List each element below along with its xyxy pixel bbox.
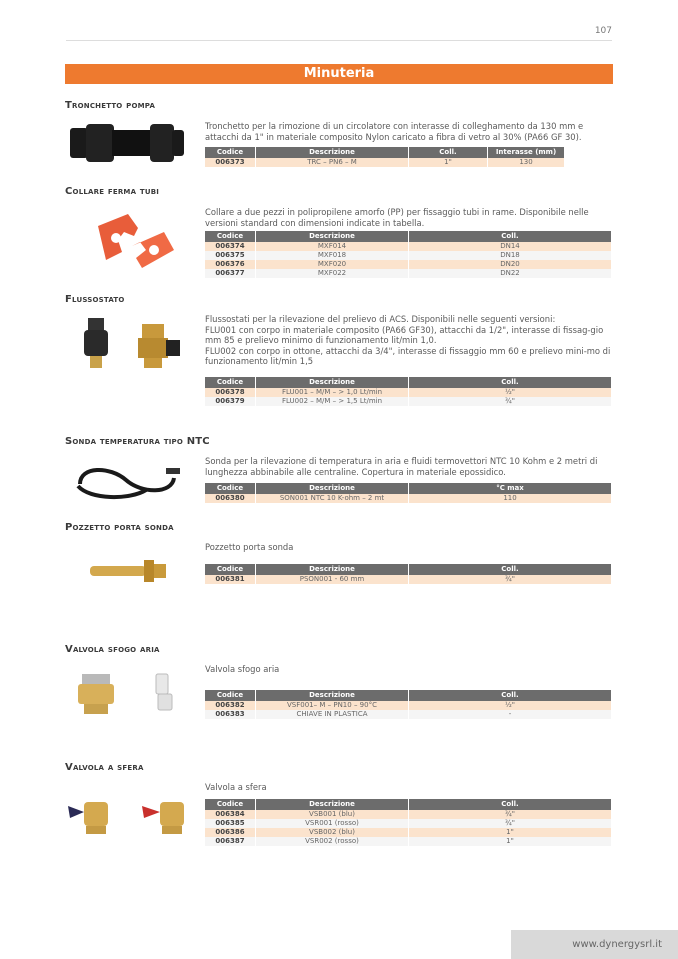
table-cell: VSR001 (rosso) [256,819,409,828]
sonda-table [205,483,611,503]
table-row [205,494,611,503]
table-header: Descrizione [256,799,409,810]
table-header: Codice [205,147,256,158]
table-row [205,828,611,837]
table-header: Descrizione [256,231,409,242]
table-header: Codice [205,564,256,575]
table-cell: 110 [409,494,612,503]
table-cell: TRC – PN6 – M [256,158,409,167]
flussostato-table [205,377,611,406]
table-header: Interasse (mm) [488,147,565,158]
table-cell: 006379 [205,397,256,406]
table-cell: VSB001 (blu) [256,810,409,819]
table-row [205,710,611,719]
table-cell: 006378 [205,388,256,397]
table-cell: - [409,710,612,719]
pozzetto-description: Pozzetto porta sonda [205,542,294,552]
table-cell: FLU001 – M/M – > 1,0 Lt/min [256,388,409,397]
table-cell: ¾" [409,397,612,406]
table-header-row [205,564,611,575]
table-header: Descrizione [256,564,409,575]
pozzetto-title: Pozzetto porta sonda [65,522,174,533]
table-cell: 006386 [205,828,256,837]
table-header: Coll. [409,799,612,810]
table-header: Descrizione [256,483,409,494]
table-row [205,158,564,167]
table-header: Coll. [409,690,612,701]
table-cell: MXF014 [256,242,409,251]
table-row [205,251,611,260]
pozzetto-table [205,564,611,584]
tronchetto-description: Tronchetto per la rimozione di un circolatore con interasse di colleghamento da 130 mm e attacchi da 1" in materiale composito Nylon caricato a fibra di vetro al 30% (PA66 GF 30). [205,121,584,142]
air-vent-valve-image [76,668,188,720]
ball-valve-image [64,788,188,840]
table-row [205,819,611,828]
table-header-row [205,799,611,810]
flussostato-title: Flussostato [65,294,125,305]
collare-description: Collare a due pezzi in polipropilene amorfo (PP) per fissaggio tubi in rame. Disponibile nelle versioni standard con dimensioni indicate in tabella. [205,207,589,228]
table-cell: 006387 [205,837,256,846]
sonda-description: Sonda per la rilevazione di temperatura in aria e fluidi termovettori NTC 10 Kohm e 2 metri di lunghezza abbinabile alle centraline. Copertura in materiale epossidico. [205,456,598,477]
table-cell: 006382 [205,701,256,710]
table-row [205,260,611,269]
table-header: Descrizione [256,147,409,158]
table-cell: 006380 [205,494,256,503]
table-header: Codice [205,690,256,701]
table-cell: 006375 [205,251,256,260]
valvola-sfera-table [205,799,611,846]
table-header: Coll. [409,377,612,388]
pipe-clamp-image [94,206,178,274]
table-cell: 006381 [205,575,256,584]
table-header-row [205,483,611,494]
table-header: Codice [205,799,256,810]
table-header-row [205,377,611,388]
table-cell: 006384 [205,810,256,819]
table-cell: 006385 [205,819,256,828]
table-row [205,397,611,406]
table-cell: 1" [409,828,612,837]
valvola-sfera-description: Valvola a sfera [205,782,267,792]
flussostato-line: Flussostati per la rilevazione del prelievo di ACS. Disponibili nelle seguenti versioni: [205,314,556,324]
table-cell: SON001 NTC 10 K-ohm – 2 mt [256,494,409,503]
table-cell: DN14 [409,242,612,251]
top-divider [66,40,612,41]
sonda-title: Sonda temperatura tipo NTC [65,436,210,447]
table-cell: ¾" [409,810,612,819]
table-header: °C max [409,483,612,494]
table-cell: VSB002 (blu) [256,828,409,837]
table-cell: CHIAVE IN PLASTICA [256,710,409,719]
table-cell: DN20 [409,260,612,269]
valvola-sfogo-description: Valvola sfogo aria [205,664,280,674]
tronchetto-table [205,147,564,167]
valvola-sfogo-table [205,690,611,719]
table-header-row [205,147,564,158]
table-cell: DN22 [409,269,612,278]
table-header-row [205,231,611,242]
table-cell: 006377 [205,269,256,278]
table-header: Coll. [409,147,488,158]
table-cell: MXF018 [256,251,409,260]
table-row [205,837,611,846]
table-cell: MXF020 [256,260,409,269]
valvola-sfera-title: Valvola a sfera [65,762,144,773]
table-cell: 006376 [205,260,256,269]
table-cell: VSR002 (rosso) [256,837,409,846]
table-row [205,575,611,584]
collare-table [205,231,611,278]
table-cell: ½" [409,388,612,397]
table-row [205,269,611,278]
table-cell: VSF001– M – PN10 – 90°C [256,701,409,710]
table-header: Descrizione [256,377,409,388]
table-header: Codice [205,483,256,494]
table-cell: ¾" [409,819,612,828]
table-cell: DN18 [409,251,612,260]
table-header: Coll. [409,231,612,242]
table-header-row [205,690,611,701]
section-banner: Minuteria [65,64,613,84]
table-cell: 006374 [205,242,256,251]
table-cell: 006373 [205,158,256,167]
table-row [205,388,611,397]
probe-well-image [88,556,172,588]
table-row [205,701,611,710]
table-cell: MXF022 [256,269,409,278]
table-cell: 1" [409,158,488,167]
table-cell: ¾" [409,575,612,584]
table-header: Descrizione [256,690,409,701]
table-header: Codice [205,377,256,388]
table-cell: PSON001 - 60 mm [256,575,409,584]
table-row [205,242,611,251]
flussostato-description [205,314,613,367]
tronchetto-title: Tronchetto pompa [65,100,156,111]
table-cell: FLU002 – M/M – > 1,5 Lt/min [256,397,409,406]
collare-title: Collare ferma tubi [65,186,160,197]
table-cell: 1" [409,837,612,846]
table-header: Coll. [409,564,612,575]
table-cell: ½" [409,701,612,710]
footer-website-link[interactable]: www.dynergysrl.it [511,930,678,959]
table-row [205,810,611,819]
flow-switch-image [80,314,184,372]
ntc-probe-image [70,460,184,506]
table-cell: 130 [488,158,565,167]
table-cell: 006383 [205,710,256,719]
flussostato-line: FLU002 con corpo in ottone, attacchi da 3/4", interasse di fissaggio mm 60 e prelievo mini-mo di funzionamento lit/min 1,5 [205,345,611,366]
flussostato-line: FLU001 con corpo in materiale composito (PA66 GF30), attacchi da 1/2", interasse di fissag-gio mm 85 e prelievo minimo di funzionamento lit/min 1,0. [205,324,604,345]
valvola-sfogo-title: Valvola sfogo aria [65,644,160,655]
pump-tailpiece-image [66,120,188,166]
page-number: 107 [594,26,612,36]
table-header: Codice [205,231,256,242]
